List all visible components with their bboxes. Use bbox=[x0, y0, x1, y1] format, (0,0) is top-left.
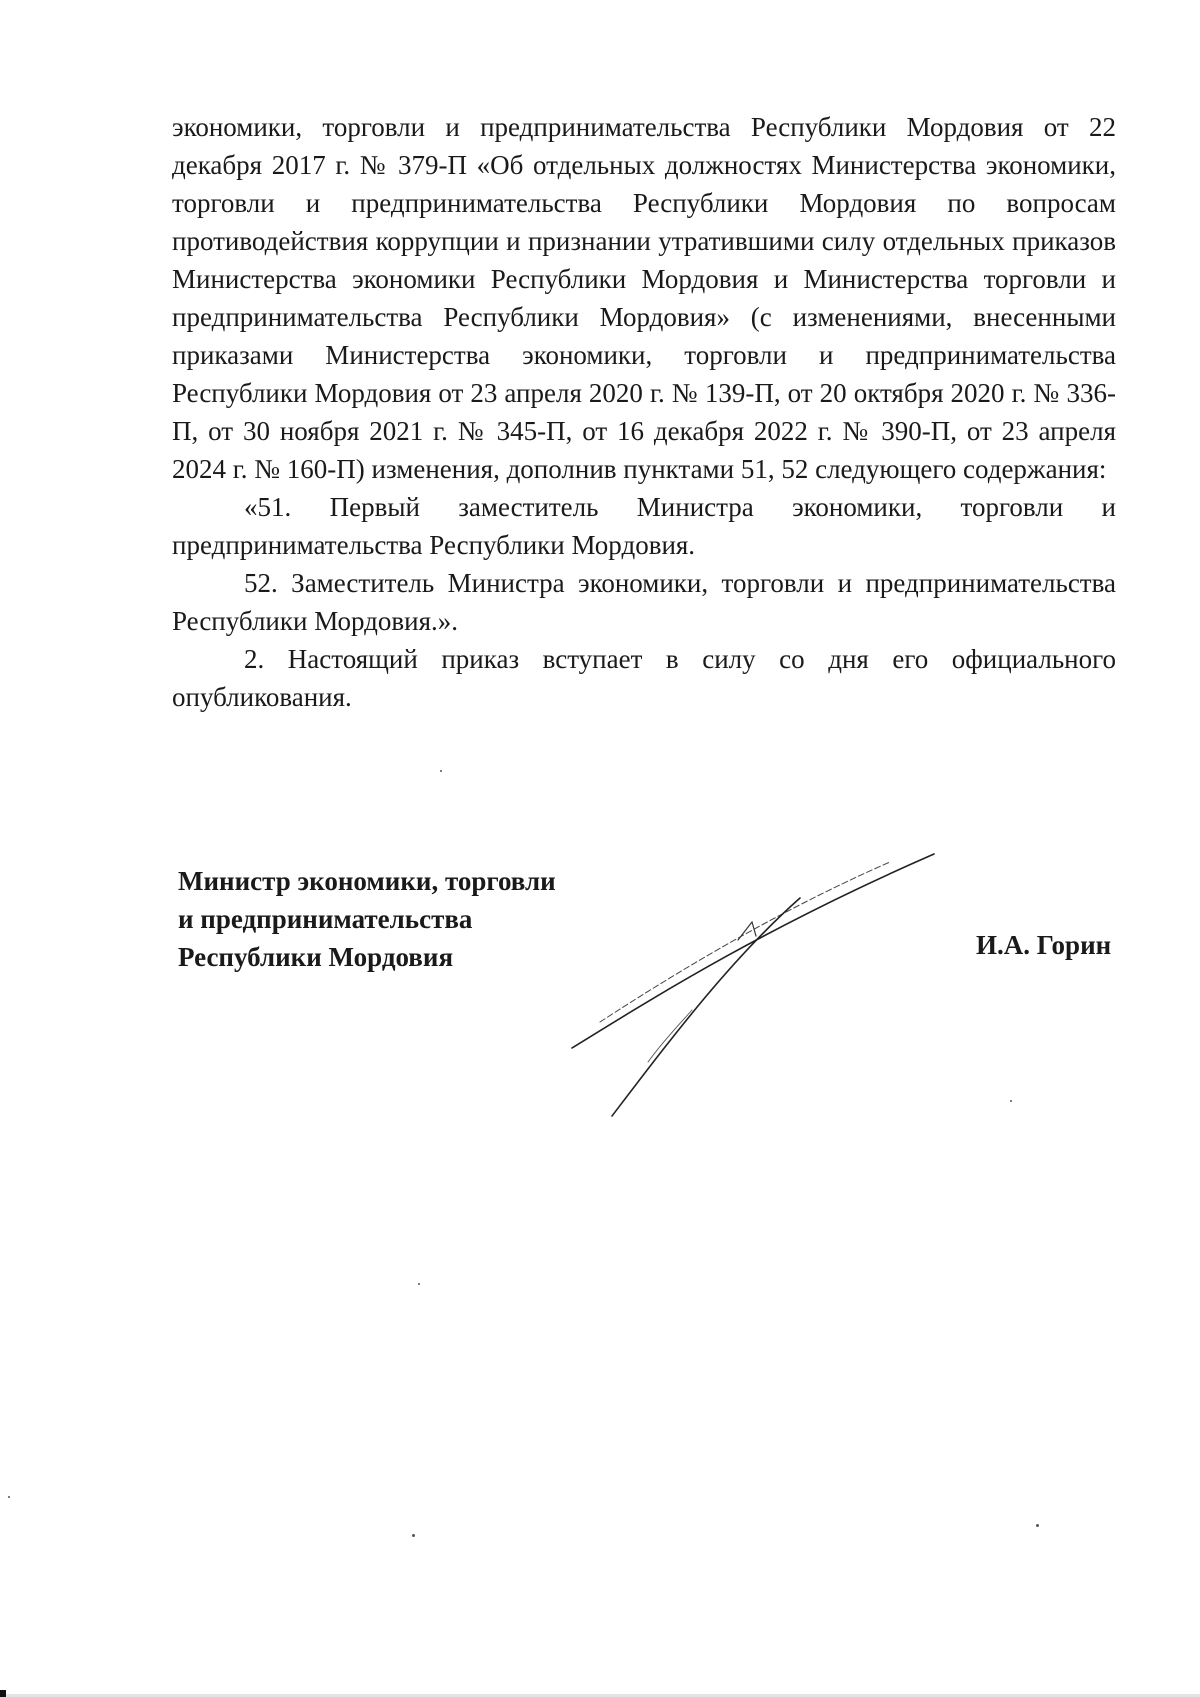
scan-speck bbox=[8, 1496, 10, 1498]
signatory-title-line: и предпринимательства bbox=[178, 904, 473, 934]
scan-speck bbox=[412, 1534, 415, 1537]
paragraph-item-51: «51. Первый заместитель Министра экономики, торговли и предпринимательства Республики Мордовия. bbox=[172, 492, 1116, 560]
scan-speck bbox=[1036, 1524, 1039, 1527]
signatory-title bbox=[178, 862, 556, 976]
scan-bottom-edge bbox=[0, 1686, 1200, 1697]
paragraph-effective-date: 2. Настоящий приказ вступает в силу со дня его официального опубликования. bbox=[172, 644, 1116, 712]
paragraph-item-52: 52. Заместитель Министра экономики, торговли и предпринимательства Республики Мордовия.». bbox=[172, 568, 1116, 636]
handwritten-signature bbox=[560, 840, 960, 1130]
signatory-title-line: Республики Мордовия bbox=[178, 942, 454, 972]
signatory-name: И.А. Горин bbox=[976, 930, 1112, 960]
document-body bbox=[172, 108, 1116, 716]
signatory-title-line: Министр экономики, торговли bbox=[178, 866, 556, 896]
scan-speck bbox=[440, 770, 442, 772]
paragraph-amendment-intro: экономики, торговли и предпринимательства Республики Мордовия от 22 декабря 2017 г. № 379-П «Об отдельных должностях Министерства экономики, торговли и предпринимательства Республики Мордовия по вопросам противодействия коррупции и признании утратившими силу отдельных приказов Министерства экономики Республики Мордовия и Министерства торговли и предпринимательства Республики Мордовия» (с изменениями, внесенными приказами Министерства экономики, торговли и предпринимательства Республики Мордовия от 23 апреля 2020 г. № 139-П, от 20 октября 2020 г. № 336-П, от 30 ноября 2021 г. № 345-П, от 16 декабря 2022 г. № 390-П, от 23 апреля 2024 г. № 160-П) изменения, дополнив пунктами 51, 52 следующего содержания: bbox=[172, 112, 1116, 484]
scan-speck bbox=[418, 1283, 420, 1285]
scan-speck bbox=[1010, 1100, 1012, 1102]
